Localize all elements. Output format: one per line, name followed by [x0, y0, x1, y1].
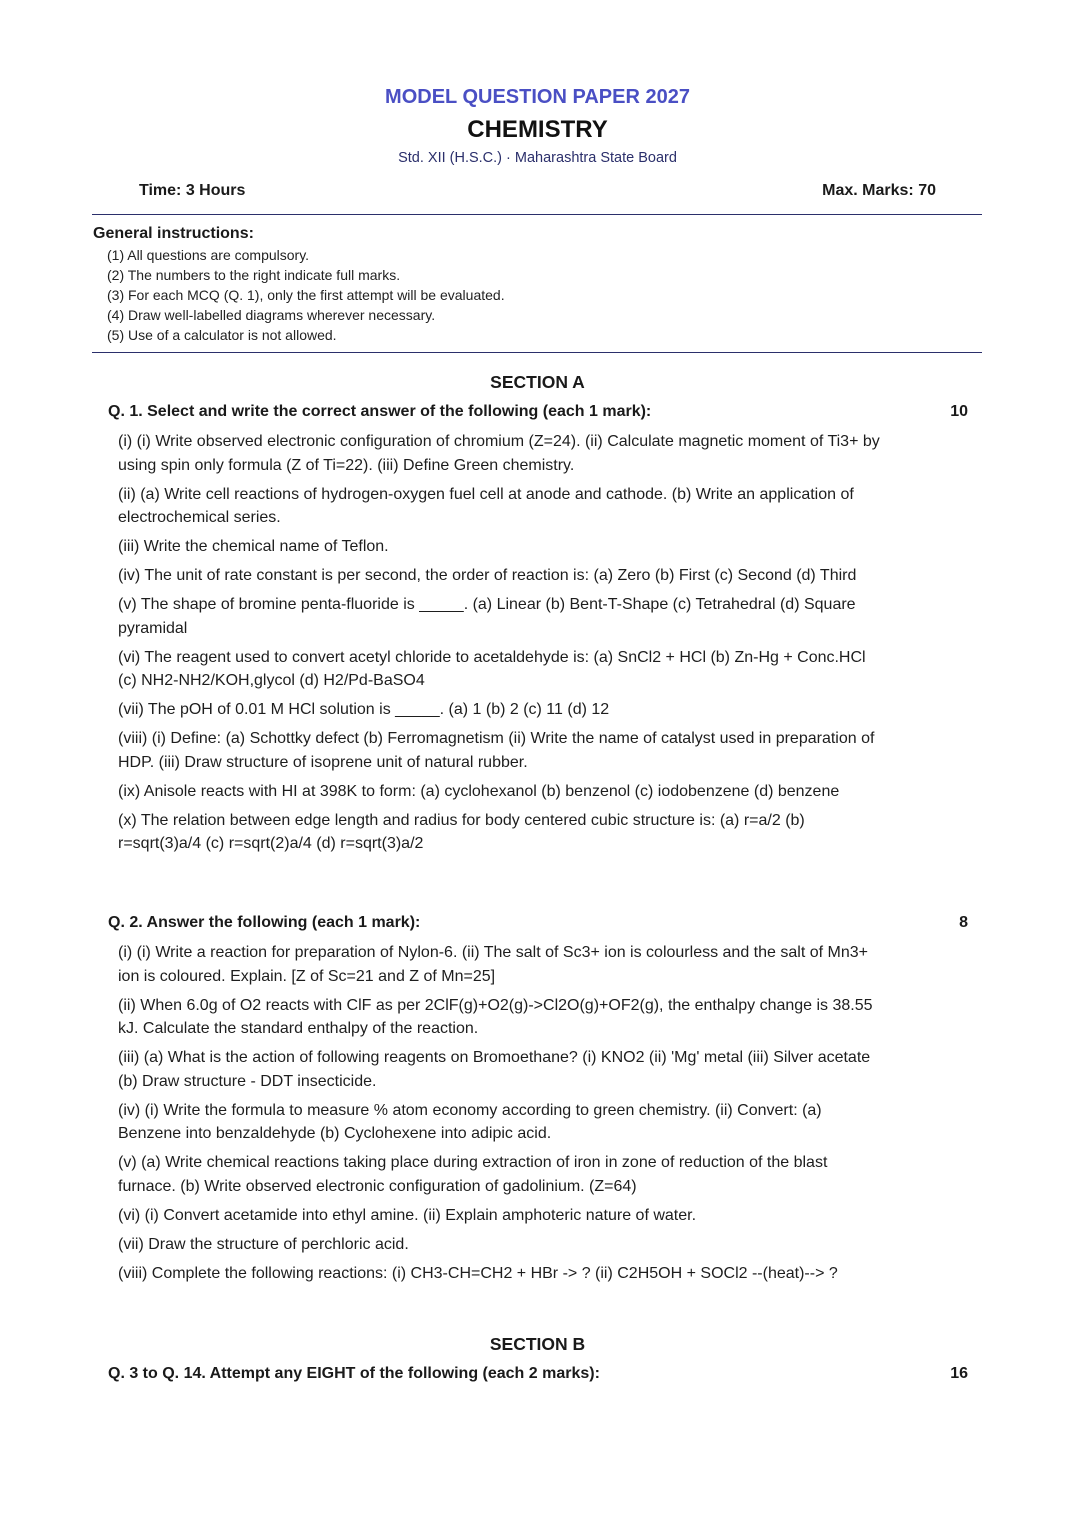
board-line: Std. XII (H.S.C.) · Maharashtra State Board	[398, 150, 677, 166]
instructions-list	[93, 245, 973, 345]
paper-header	[0, 84, 1075, 168]
section-b-heading: SECTION B	[489, 1334, 586, 1354]
question-item: (viii) (i) Define: (a) Schottky defect (b) Ferromagnetism (ii) Write the name of catalyst used in preparation of HDP. (iii) Draw structure of isoprene unit of natural rubber.	[118, 730, 875, 771]
section-a-heading: SECTION A	[490, 372, 585, 392]
question-item: (vi) The reagent used to convert acetyl chloride to acetaldehyde is: (a) SnCl2 + HCl (b) Zn-Hg + Conc.HCl (c) NH2-NH2/KOH,glycol (d) H2/Pd-BaSO4	[118, 648, 866, 689]
instruction-item: (3) For each MCQ (Q. 1), only the first attempt will be evaluated.	[107, 287, 505, 303]
question-item: (v) The shape of bromine penta-fluoride is _____. (a) Linear (b) Bent-T-Shape (c) Tetrahedral (d) Square pyramidal	[118, 596, 856, 637]
question-item: (ix) Anisole reacts with HI at 398K to form: (a) cyclohexanol (b) benzenol (c) iodobenzene (d) benzene	[118, 782, 840, 800]
q1-items	[118, 430, 888, 861]
question-item: (iii) (a) What is the action of following reagents on Bromoethane? (i) KNO2 (ii) 'Mg' metal (iii) Silver acetate (b) Draw structure - DDT insecticide.	[118, 1049, 871, 1090]
q3-14-title: Q. 3 to Q. 14. Attempt any EIGHT of the following (each 2 marks):	[108, 1365, 600, 1382]
max-marks: Max. Marks: 70	[822, 182, 936, 199]
q3-14-header	[108, 1364, 968, 1384]
question-item: (ii) When 6.0g of O2 reacts with ClF as per 2ClF(g)+O2(g)->Cl2O(g)+OF2(g), the enthalpy change is 38.55 kJ. Calculate the standard enthalpy of the reaction.	[118, 996, 873, 1037]
question-item: (iii) Write the chemical name of Teflon.	[118, 538, 389, 555]
paper-title: MODEL QUESTION PAPER 2027	[385, 86, 690, 108]
q2-header	[108, 913, 968, 933]
instruction-item: (2) The numbers to the right indicate full marks.	[107, 267, 401, 283]
subject-title: CHEMISTRY	[467, 116, 608, 143]
question-item: (vi) (i) Convert acetamide into ethyl amine. (ii) Explain amphoteric nature of water.	[118, 1206, 697, 1224]
q2-title: Q. 2. Answer the following (each 1 mark):	[108, 914, 421, 931]
question-item: (ii) (a) Write cell reactions of hydrogen-oxygen fuel cell at anode and cathode. (b) Write an application of electrochemical series.	[118, 485, 854, 526]
header-divider	[92, 214, 982, 215]
question-item: (i) (i) Write a reaction for preparation of Nylon-6. (ii) The salt of Sc3+ ion is colourless and the salt of Mn3+ ion is coloured. Explain. [Z of Sc=21 and Z of Mn=25]	[118, 944, 868, 985]
question-item: (iv) The unit of rate constant is per second, the order of reaction is: (a) Zero (b) First (c) Second (d) Third	[118, 567, 857, 584]
exam-meta-row	[139, 181, 936, 201]
q1-header	[108, 402, 968, 422]
exam-time: Time: 3 Hours	[139, 182, 246, 199]
question-item: (iv) (i) Write the formula to measure % atom economy according to green chemistry. (ii) Convert: (a) Benzene into benzaldehyde (b) Cyclohexene into adipic acid.	[118, 1101, 822, 1142]
instructions-heading: General instructions:	[93, 225, 254, 242]
question-item: (v) (a) Write chemical reactions taking place during extraction of iron in zone of reduction of the blast furnace. (b) Write observed electronic configuration of gadolinium. (Z=64)	[118, 1154, 828, 1195]
question-item: (vii) The pOH of 0.01 M HCl solution is _____. (a) 1 (b) 2 (c) 11 (d) 12	[118, 701, 610, 718]
general-instructions	[93, 224, 973, 345]
instruction-item: (1) All questions are compulsory.	[107, 247, 310, 263]
q1-title: Q. 1. Select and write the correct answer of the following (each 1 mark):	[108, 403, 652, 420]
instruction-item: (4) Draw well-labelled diagrams wherever necessary.	[107, 307, 436, 323]
instructions-divider	[92, 352, 982, 353]
question-item: (i) (i) Write observed electronic configuration of chromium (Z=24). (ii) Calculate magnetic moment of Ti3+ by using spin only formula (Z of Ti=22). (iii) Define Green chemistry.	[118, 433, 880, 474]
q1-marks: 10	[950, 403, 968, 420]
question-item: (viii) Complete the following reactions: (i) CH3-CH=CH2 + HBr -> ? (ii) C2H5OH + SOCl2 --(heat)--> ?	[118, 1264, 838, 1282]
question-item: (x) The relation between edge length and radius for body centered cubic structure is: (a) r=a/2 (b) r=sqrt(3)a/4 (c) r=sqrt(2)a/4 (d) r=sqrt(3)a/2	[118, 811, 805, 852]
q2-items	[118, 941, 888, 1291]
question-item: (vii) Draw the structure of perchloric acid.	[118, 1235, 409, 1253]
q3-14-marks: 16	[950, 1365, 968, 1382]
instruction-item: (5) Use of a calculator is not allowed.	[107, 327, 337, 343]
q2-marks: 8	[959, 914, 968, 931]
